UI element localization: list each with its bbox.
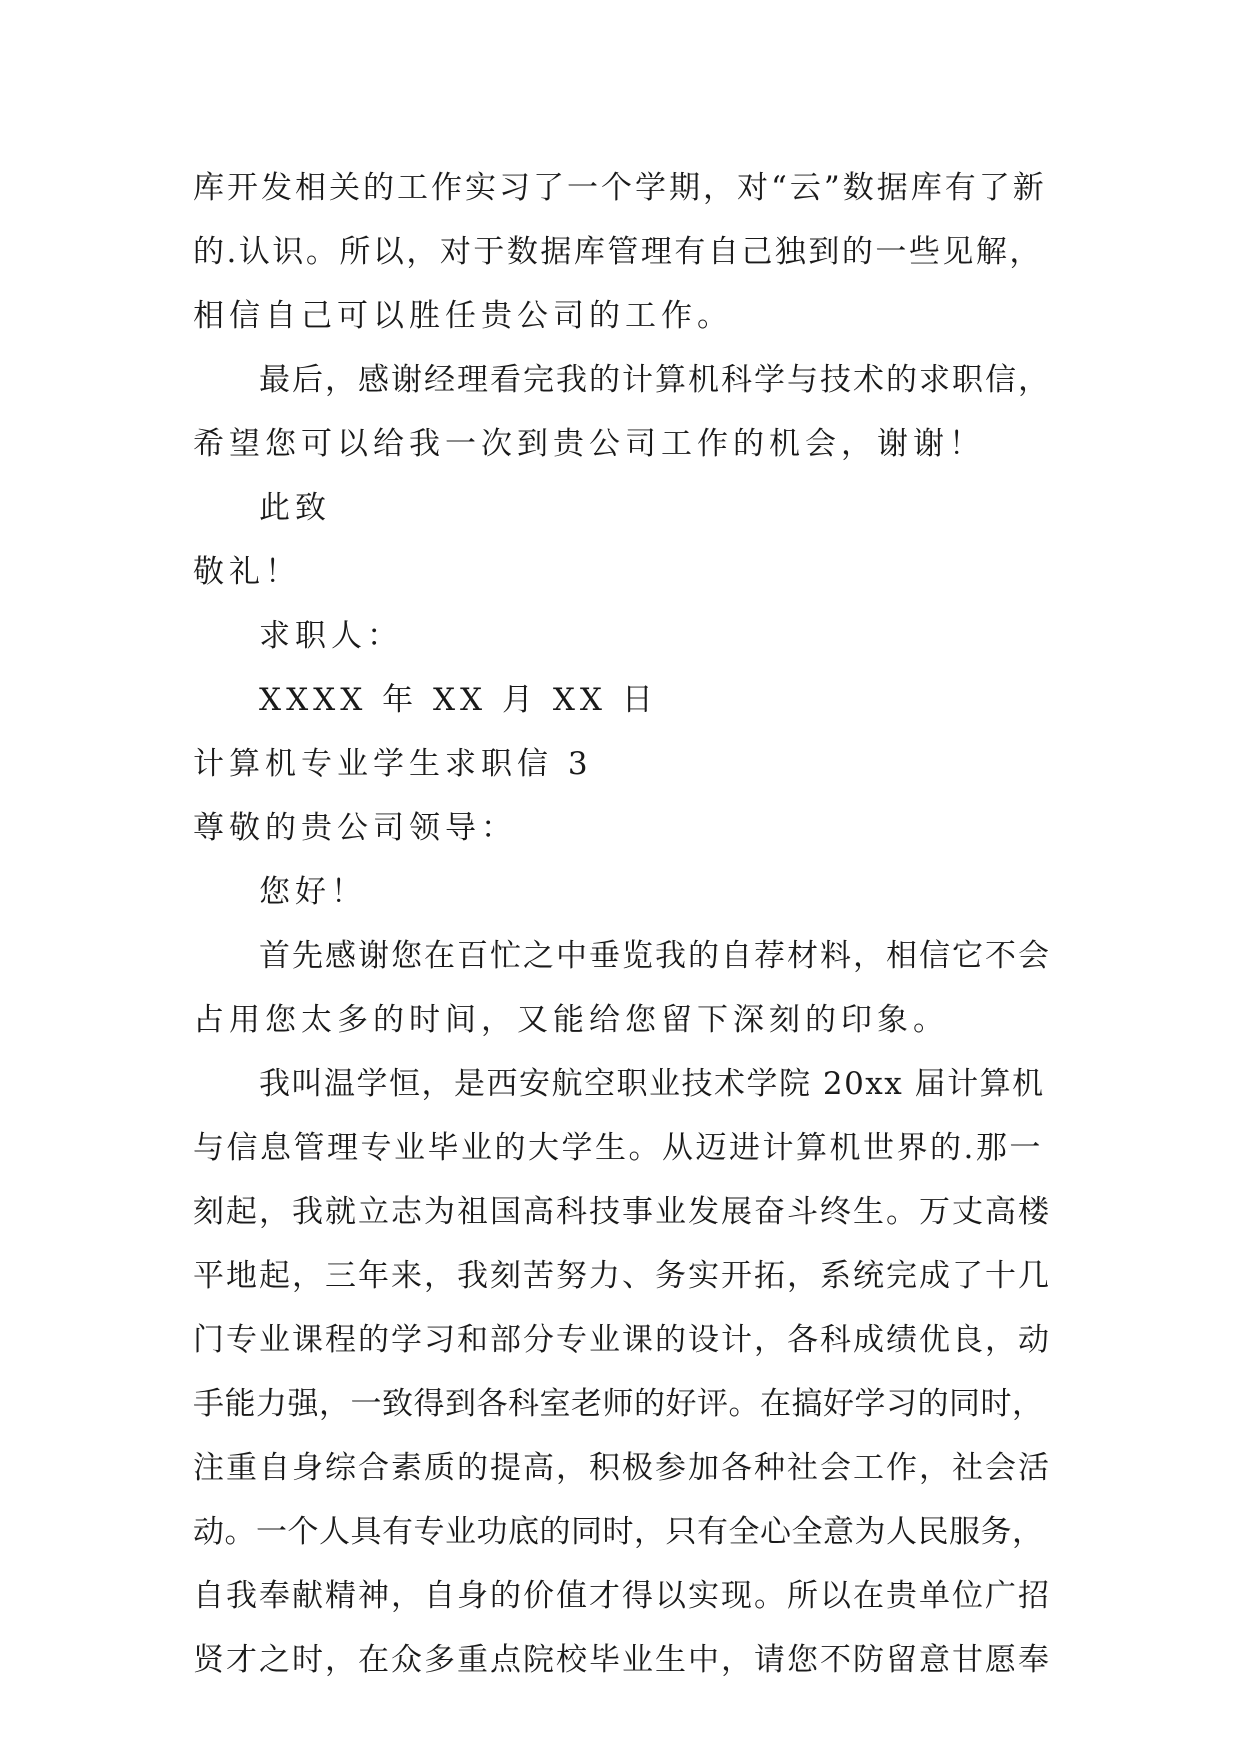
- text-line: 贤才之时，在众多重点院校毕业生中，请您不防留意甘愿奉: [193, 1642, 1051, 1678]
- text-line: 的.认识。所以，对于数据库管理有自己独到的一些见解，: [193, 234, 1043, 270]
- signature-label: 求职人：: [259, 618, 403, 654]
- section-title: 计算机专业学生求职信 3: [193, 746, 593, 782]
- text-line: 库开发相关的工作实习了一个学期，对“云”数据库有了新: [193, 170, 1047, 206]
- greeting: 您好！: [259, 874, 367, 910]
- text-line: 我叫温学恒，是西安航空职业技术学院 20xx 届计算机: [259, 1066, 1045, 1102]
- closing-salutation: 此致: [259, 490, 331, 526]
- text-line: 门专业课程的学习和部分专业课的设计，各科成绩优良，动: [193, 1322, 1051, 1358]
- closing-regards: 敬礼！: [193, 554, 301, 590]
- text-line: 首先感谢您在百忙之中垂览我的自荐材料，相信它不会: [259, 938, 1051, 974]
- text-line: 相信自己可以胜任贵公司的工作。: [193, 298, 733, 334]
- date-line: XXXX 年 XX 月 XX 日: [259, 682, 658, 718]
- greeting-recipient: 尊敬的贵公司领导：: [193, 810, 517, 846]
- text-line: 占用您太多的时间，又能给您留下深刻的印象。: [193, 1002, 949, 1038]
- letter-body: [193, 156, 1053, 1692]
- text-line: 刻起，我就立志为祖国高科技事业发展奋斗终生。万丈高楼: [193, 1194, 1051, 1230]
- text-line: 手能力强，一致得到各科室老师的好评。在搞好学习的同时，: [193, 1386, 1044, 1422]
- text-line: 注重自身综合素质的提高，积极参加各种社会工作，社会活: [193, 1450, 1051, 1486]
- text-line: 动。一个人具有专业功底的同时，只有全心全意为人民服务，: [193, 1514, 1044, 1550]
- text-line: 平地起，三年来，我刻苦努力、务实开拓，系统完成了十几: [193, 1258, 1051, 1294]
- text-line: 最后，感谢经理看完我的计算机科学与技术的求职信，: [259, 362, 1051, 398]
- text-line: 与信息管理专业毕业的大学生。从迈进计算机世界的.那一: [193, 1130, 1043, 1166]
- text-line: 希望您可以给我一次到贵公司工作的机会，谢谢！: [193, 426, 985, 462]
- text-line: 自我奉献精神，自身的价值才得以实现。所以在贵单位广招: [193, 1578, 1051, 1614]
